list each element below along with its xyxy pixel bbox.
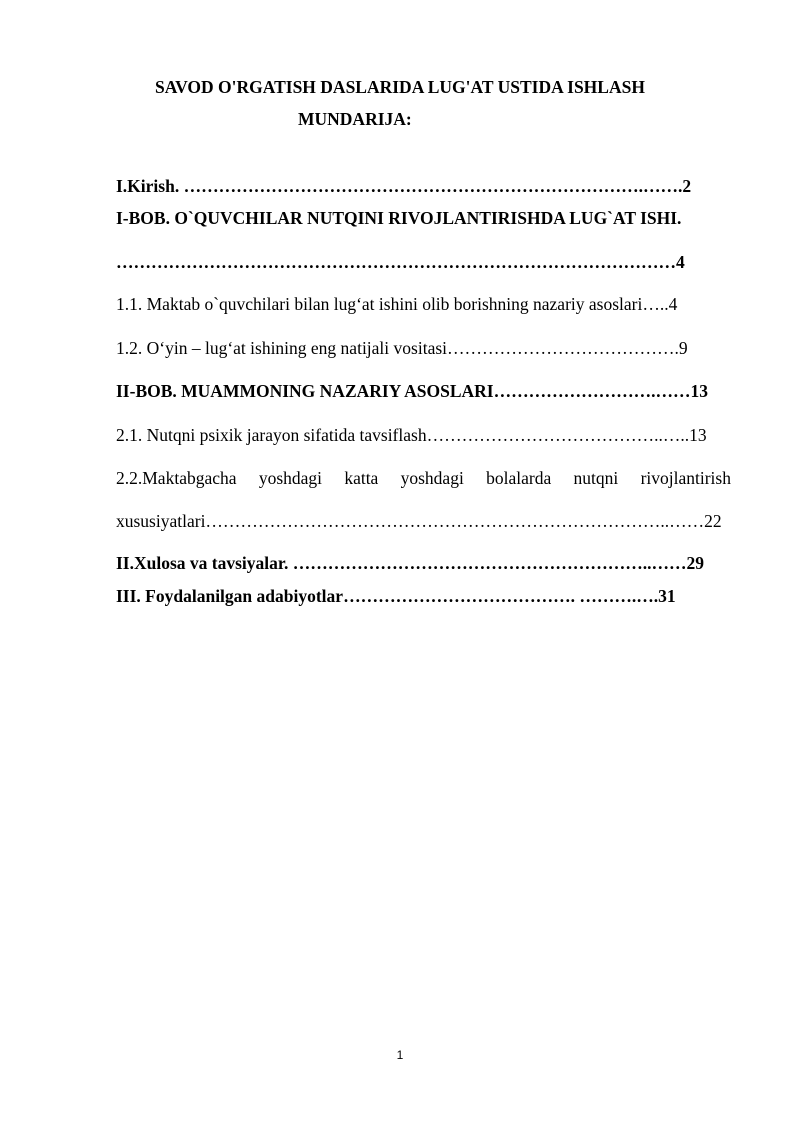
page-number: 1 xyxy=(396,1048,404,1062)
toc-entry-1-2: 1.2. O‘yin – lug‘at ishining eng natijali vositasi………………………………….9 xyxy=(116,338,688,358)
toc-word: yoshdagi xyxy=(258,468,323,488)
toc-word: 2.2.Maktabgacha xyxy=(116,468,237,488)
toc-word: nutqni xyxy=(573,468,619,488)
toc-entry-2-2-cont: xususiyatlari……………………………………………………………………..……22 xyxy=(116,511,722,531)
toc-entry-1-1: 1.1. Maktab o`quvchilari bilan lug‘at ishini olib borishning nazariy asoslari…..4 xyxy=(116,294,678,314)
toc-entry-kirish: I.Kirish. …………………………………………………………………….…….2 xyxy=(116,176,692,196)
toc-heading: MUNDARIJA: xyxy=(298,109,412,129)
toc-entry-adabiyotlar: III. Foydalanilgan adabiyotlar…………………………………. ……….….31 xyxy=(116,586,676,606)
toc-word: katta xyxy=(344,468,379,488)
toc-word: bolalarda xyxy=(486,468,552,488)
toc-word: yoshdagi xyxy=(400,468,464,488)
toc-word: rivojlantirish xyxy=(640,468,731,488)
document-title: SAVOD O'RGATISH DASLARIDA LUG'AT USTIDA ISHLASH xyxy=(155,77,645,97)
toc-entry-xulosa: II.Xulosa va tavsiyalar. ……………………………………………………..……29 xyxy=(116,553,705,573)
toc-entry-bob1-title: I-BOB. O`QUVCHILAR NUTQINI RIVOJLANTIRISHDA LUG`AT ISHI. xyxy=(116,208,682,228)
toc-entry-2-1: 2.1. Nutqni psixik jarayon sifatida tavsiflash…………………………………..…..13 xyxy=(116,425,707,445)
toc-entry-2-2 xyxy=(116,468,731,489)
toc-entry-bob1-dots: ……………………………………………………………………………………4 xyxy=(116,252,685,272)
toc-entry-bob2: II-BOB. MUAMMONING NAZARIY ASOSLARI……………………….……13 xyxy=(116,381,708,401)
